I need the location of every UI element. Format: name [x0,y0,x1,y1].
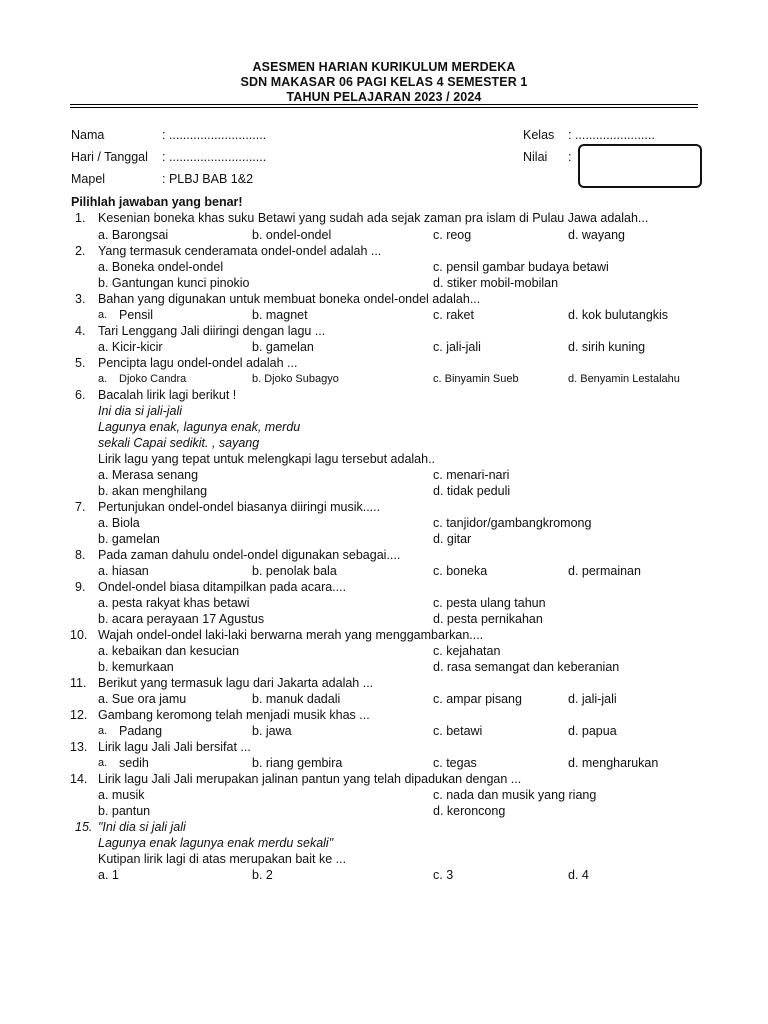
q3-text: Bahan yang digunakan untuk membuat boneka ondel-ondel adalah... [98,292,481,306]
q11-option-c[interactable]: c. ampar pisang [433,692,522,706]
nama-label: Nama [71,128,105,142]
header-rule-bottom [70,107,698,108]
q14-option-a[interactable]: a. musik [98,788,145,802]
q9-text: Ondel-ondel biasa ditampilkan pada acara.... [98,580,347,594]
q10-option-d[interactable]: d. rasa semangat dan keberanian [433,660,620,674]
q15-option-c[interactable]: c. 3 [433,868,454,882]
q1-option-b[interactable]: b. ondel-ondel [252,228,332,242]
q11-number: 11. [70,676,87,690]
q14-text: Lirik lagu Jali Jali merupakan jalinan pantun yang telah dipadukan dengan ... [98,772,522,786]
q2-option-c[interactable]: c. pensil gambar budaya betawi [433,260,609,274]
q12-option-a[interactable]: Padang [119,724,163,738]
q3-option-a[interactable]: Pensil [119,308,154,322]
q4-number: 4. [75,324,86,338]
kelas-label: Kelas [523,128,555,142]
q6-lyric-1: Ini dia si jali-jali [98,404,183,418]
q2-number: 2. [75,244,86,258]
q1-number: 1. [75,211,86,225]
q2-option-b[interactable]: b. Gantungan kunci pinokio [98,276,250,290]
q1-text: Kesenian boneka khas suku Betawi yang sudah ada sejak zaman pra islam di Pulau Jawa adalah... [98,211,649,225]
q6-option-c[interactable]: c. menari-nari [433,468,510,482]
q12-option-d[interactable]: d. papua [568,724,617,738]
q4-option-a[interactable]: a. Kicir-kicir [98,340,163,354]
q13-option-a-mark: a. [98,757,108,769]
q7-text: Pertunjukan ondel-ondel biasanya diiringi musik..... [98,500,381,514]
q10-number: 10. [70,628,88,642]
q3-option-c[interactable]: c. raket [433,308,474,322]
mapel-value: : PLBJ BAB 1&2 [162,172,254,186]
q10-text: Wajah ondel-ondel laki-laki berwarna merah yang menggambarkan.... [98,628,484,642]
q1-option-d[interactable]: d. wayang [568,228,625,242]
q9-option-a[interactable]: a. pesta rakyat khas betawi [98,596,250,610]
nilai-label: Nilai [523,150,548,164]
q9-option-c[interactable]: c. pesta ulang tahun [433,596,546,610]
q4-text: Tari Lenggang Jali diiringi dengan lagu ... [98,324,326,338]
q11-option-b[interactable]: b. manuk dadali [252,692,341,706]
q10-option-b[interactable]: b. kemurkaan [98,660,174,674]
q15-option-b[interactable]: b. 2 [252,868,273,882]
q4-option-b[interactable]: b. gamelan [252,340,314,354]
q2-option-d[interactable]: d. stiker mobil-mobilan [433,276,559,290]
q3-option-d[interactable]: d. kok bulutangkis [568,308,669,322]
hari-label: Hari / Tanggal [71,150,148,164]
q2-option-a[interactable]: a. Boneka ondel-ondel [98,260,224,274]
q5-option-c[interactable]: c. Binyamin Sueb [433,373,519,385]
q15-option-d[interactable]: d. 4 [568,868,589,882]
q7-option-d[interactable]: d. gitar [433,532,472,546]
q8-option-c[interactable]: c. boneka [433,564,488,578]
q9-number: 9. [75,580,86,594]
title-line-1: ASESMEN HARIAN KURIKULUM MERDEKA [252,60,516,74]
q5-text: Pencipta lagu ondel-ondel adalah ... [98,356,298,370]
q15-option-a[interactable]: a. 1 [98,868,119,882]
nilai-colon: : [568,150,572,164]
q9-option-b[interactable]: b. acara perayaan 17 Agustus [98,612,265,626]
q8-option-b[interactable]: b. penolak bala [252,564,337,578]
q14-number: 14. [70,772,88,786]
q7-option-c[interactable]: c. tanjidor/gambangkromong [433,516,592,530]
q4-option-d[interactable]: d. sirih kuning [568,340,646,354]
q3-option-a-mark: a. [98,309,108,321]
q6-prompt: Lirik lagu yang tepat untuk melengkapi lagu tersebut adalah.. [98,452,436,466]
q13-option-c[interactable]: c. tegas [433,756,477,770]
title-line-2: SDN MAKASAR 06 PAGI KELAS 4 SEMESTER 1 [240,75,528,89]
q14-option-d[interactable]: d. keroncong [433,804,506,818]
q7-option-a[interactable]: a. Biola [98,516,140,530]
q13-option-b[interactable]: b. riang gembira [252,756,343,770]
q6-lyric-3: sekali Capai sedikit. , sayang [98,436,260,450]
q3-option-b[interactable]: b. magnet [252,308,308,322]
hari-field[interactable]: : ............................ [162,150,267,164]
q10-option-c[interactable]: c. kejahatan [433,644,501,658]
q13-text: Lirik lagu Jali Jali bersifat ... [98,740,251,754]
q5-option-b[interactable]: b. Djoko Subagyo [252,373,339,385]
q5-option-a[interactable]: Djoko Candra [119,373,187,385]
q6-text: Bacalah lirik lagi berikut ! [98,388,237,402]
mapel-label: Mapel [71,172,106,186]
q7-option-b[interactable]: b. gamelan [98,532,160,546]
q10-option-a[interactable]: a. kebaikan dan kesucian [98,644,240,658]
q8-text: Pada zaman dahulu ondel-ondel digunakan sebagai.... [98,548,401,562]
q14-option-c[interactable]: c. nada dan musik yang riang [433,788,597,802]
nama-field[interactable]: : ............................ [162,128,267,142]
q6-option-d[interactable]: d. tidak peduli [433,484,511,498]
nilai-box[interactable] [578,144,702,188]
header-rule-top [70,104,698,105]
q11-text: Berikut yang termasuk lagu dari Jakarta adalah ... [98,676,374,690]
q13-option-d[interactable]: d. mengharukan [568,756,659,770]
q11-option-a[interactable]: a. Sue ora jamu [98,692,187,706]
kelas-field[interactable]: : ....................... [568,128,655,142]
q15-lyric-1: "Ini dia si jali jali [98,820,186,834]
q8-option-a[interactable]: a. hiasan [98,564,149,578]
q6-lyric-2: Lagunya enak, lagunya enak, merdu [98,420,301,434]
q3-number: 3. [75,292,86,306]
q2-text: Yang termasuk cenderamata ondel-ondel adalah ... [98,244,382,258]
q7-number: 7. [75,500,86,514]
q14-option-b[interactable]: b. pantun [98,804,151,818]
q1-option-c[interactable]: c. reog [433,228,472,242]
q13-option-a[interactable]: sedih [119,756,149,770]
q5-number: 5. [75,356,86,370]
q1-option-a[interactable]: a. Barongsai [98,228,169,242]
instruction: Pilihlah jawaban yang benar! [71,195,243,209]
q15-number: 15. [75,820,93,834]
q5-option-d[interactable]: d. Benyamin Lestalahu [568,373,680,385]
q11-option-d[interactable]: d. jali-jali [568,692,617,706]
q8-option-d[interactable]: d. permainan [568,564,641,578]
q12-number: 12. [70,708,88,722]
title-line-3: TAHUN PELAJARAN 2023 / 2024 [286,90,482,104]
q4-option-c[interactable]: c. jali-jali [433,340,481,354]
q5-option-a-mark: a. [98,373,108,385]
q12-option-b[interactable]: b. jawa [252,724,292,738]
q6-number: 6. [75,388,86,402]
q12-text: Gambang keromong telah menjadi musik khas ... [98,708,370,722]
q6-option-a[interactable]: a. Merasa senang [98,468,199,482]
q12-option-a-mark: a. [98,725,108,737]
q8-number: 8. [75,548,86,562]
q12-option-c[interactable]: c. betawi [433,724,483,738]
q15-prompt: Kutipan lirik lagi di atas merupakan bait ke ... [98,852,347,866]
q9-option-d[interactable]: d. pesta pernikahan [433,612,543,626]
q13-number: 13. [70,740,88,754]
q15-lyric-2: Lagunya enak lagunya enak merdu sekali" [98,836,334,850]
q6-option-b[interactable]: b. akan menghilang [98,484,208,498]
